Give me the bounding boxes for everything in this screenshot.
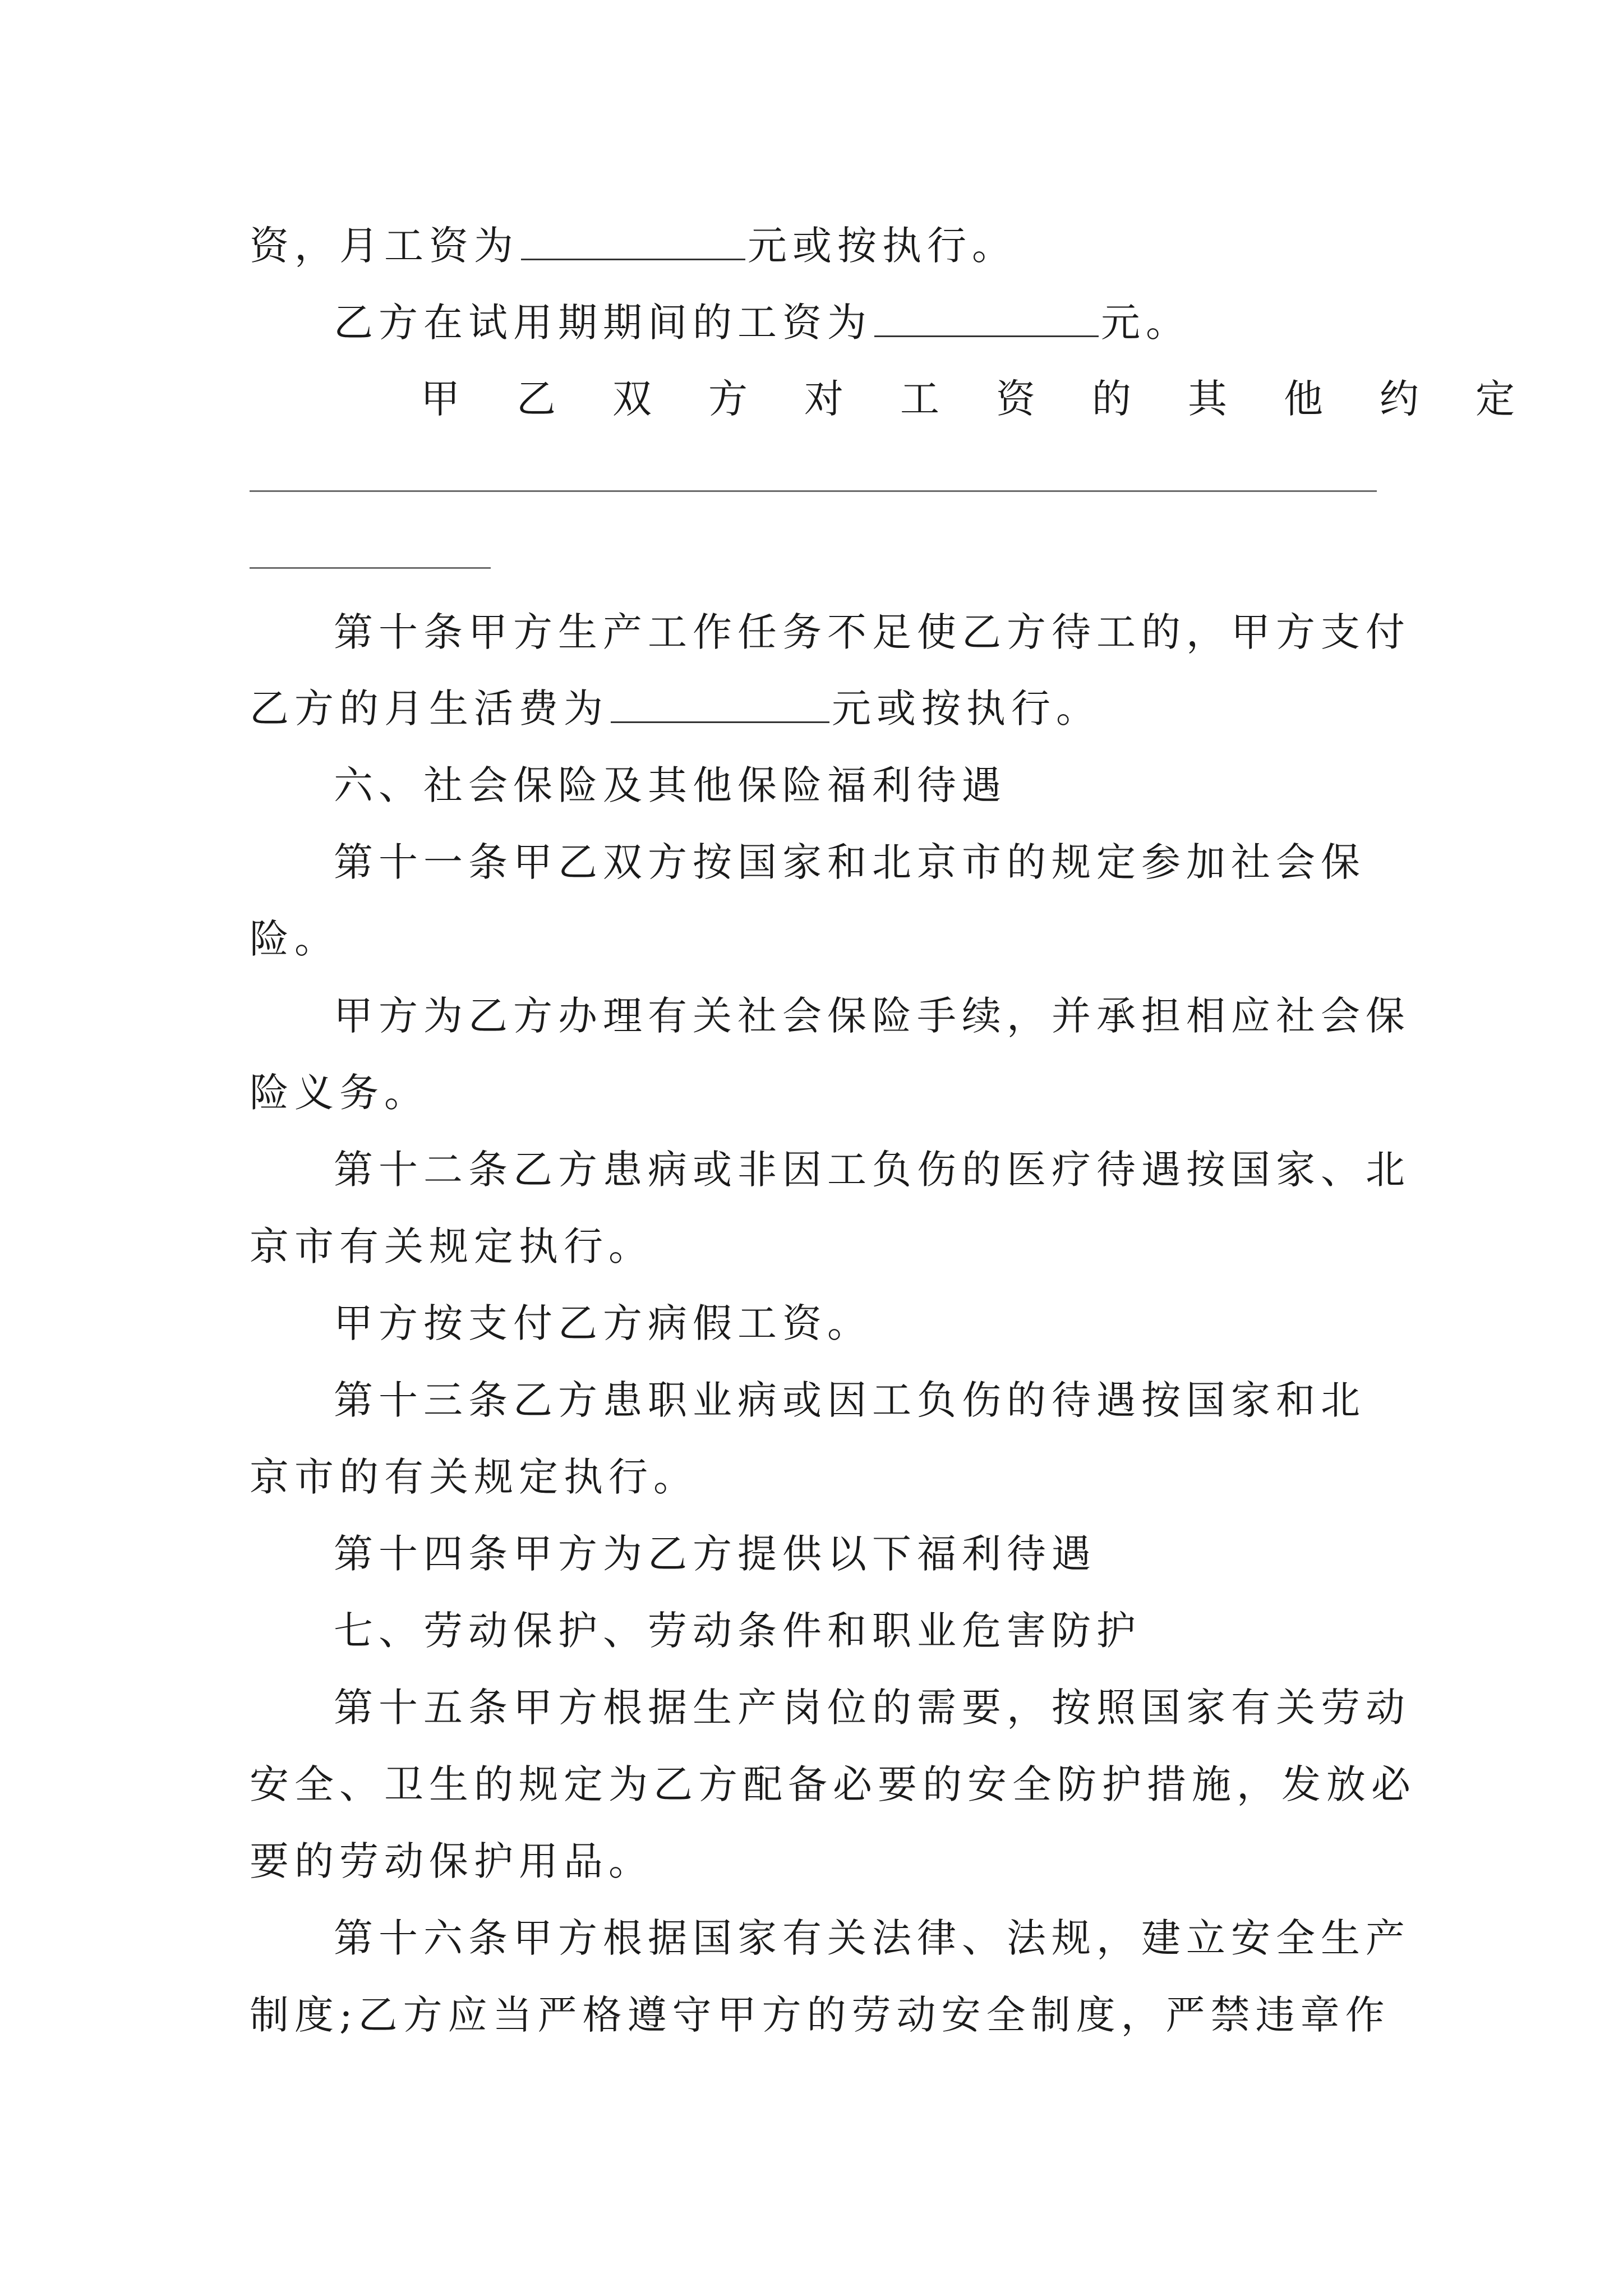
- text-line-9: 甲方为乙方办理有关社会保险手续，并承担相应社会保: [334, 993, 1410, 1039]
- text-line-14: 第十三条乙方患职业病或因工负伤的待遇按国家和北: [334, 1377, 1366, 1423]
- text-line-12: 京市有关规定执行。: [250, 1223, 653, 1269]
- text-line-10: 险义务。: [250, 1070, 429, 1116]
- blank-rule-short: [250, 567, 491, 569]
- text-line-8: 险。: [250, 916, 339, 962]
- text-line-19: 安全、卫生的规定为乙方配备必要的安全防护措施，发放必: [250, 1761, 1416, 1807]
- text-line-2: 乙方在试用期期间的工资为 元。: [334, 292, 1191, 353]
- text-line-20: 要的劳动保护用品。: [250, 1838, 653, 1884]
- text-line-3: 甲乙双方对工资的其他约定: [421, 376, 1571, 422]
- text-line-4: 第十条甲方生产工作任务不足使乙方待工的，甲方支付: [334, 609, 1410, 655]
- section-heading-6: 六、社会保险及其他保险福利待遇: [334, 762, 1007, 808]
- section-heading-7: 七、劳动保护、劳动条件和职业危害防护: [334, 1608, 1141, 1654]
- text-line-16: 第十四条甲方为乙方提供以下福利待遇: [334, 1531, 1096, 1577]
- text-line-11: 第十二条乙方患病或非因工负伤的医疗待遇按国家、北: [334, 1147, 1410, 1193]
- blank-monthly-wage: [521, 215, 745, 260]
- text-line-5: 乙方的月生活费为 元或按执行。: [250, 678, 1101, 739]
- blank-living-allowance: [611, 678, 829, 723]
- blank-probation-wage: [874, 292, 1099, 337]
- text-line-18: 第十五条甲方根据生产岗位的需要，按照国家有关劳动: [334, 1685, 1410, 1731]
- text-line-7: 第十一条甲乙双方按国家和北京市的规定参加社会保: [334, 839, 1366, 885]
- text-line-22: 制度;乙方应当严格遵守甲方的劳动安全制度，严禁违章作: [250, 1992, 1390, 2038]
- text-line-15: 京市的有关规定执行。: [250, 1454, 698, 1500]
- text-line-13: 甲方按支付乙方病假工资。: [334, 1300, 872, 1346]
- text-line-1: 资，月工资为 元或按执行。: [250, 215, 1017, 277]
- text-line-21: 第十六条甲方根据国家有关法律、法规，建立安全生产: [334, 1915, 1410, 1961]
- blank-rule-full: [250, 490, 1377, 492]
